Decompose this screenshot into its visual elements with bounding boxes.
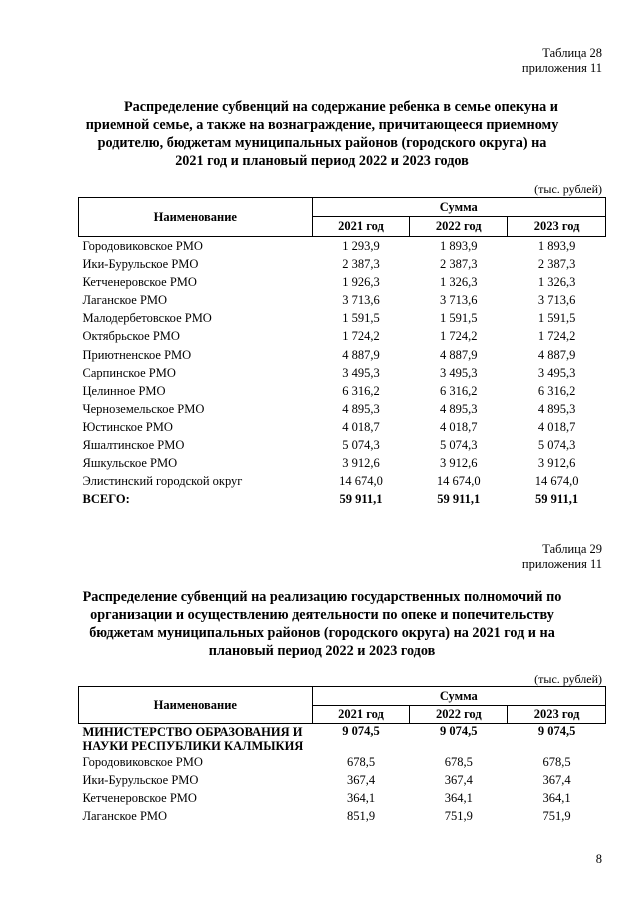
table-row bbox=[79, 807, 606, 825]
row-value: 2 387,3 bbox=[440, 257, 478, 272]
row-name: Ики-Бурульское РМО bbox=[82, 257, 199, 272]
row-value: 1 926,3 bbox=[342, 275, 380, 290]
row-value: 3 495,3 bbox=[440, 365, 478, 380]
table-row bbox=[79, 382, 606, 400]
row-value: 751,9 bbox=[542, 809, 571, 824]
table-28-reference bbox=[522, 46, 602, 76]
row-value: 5 074,3 bbox=[440, 438, 478, 453]
row-value: 4 018,7 bbox=[440, 419, 478, 434]
row-value: 5 074,3 bbox=[537, 438, 576, 453]
row-name: МИНИСТЕРСТВО ОБРАЗОВАНИЯ И НАУКИ РЕСПУБЛИКИ КАЛМЫКИЯ bbox=[82, 725, 304, 753]
row-name: Городовиковское РМО bbox=[82, 239, 203, 253]
row-value: 364,1 bbox=[346, 791, 376, 806]
row-value: 364,1 bbox=[542, 791, 571, 806]
row-value: 4 895,3 bbox=[537, 401, 576, 416]
table-29-header-year: 2021 год bbox=[312, 706, 410, 724]
row-value: 59 911,1 bbox=[339, 492, 383, 507]
table-28-header-year: 2022 год bbox=[410, 217, 508, 237]
table-row bbox=[79, 273, 606, 291]
table-row bbox=[79, 771, 606, 789]
row-value: 2 387,3 bbox=[342, 257, 380, 272]
row-value: 751,9 bbox=[444, 809, 473, 824]
table-29-title: Распределение субвенций на реализацию государственных полномочий по организации и осуществлению деятельности по опеке и попечительству бюджетам муниципальных районов (городского округа) на 2021 год и на плановый период 2022 и 2023 годов bbox=[82, 589, 562, 659]
table-row bbox=[79, 237, 606, 256]
row-name: Ики-Бурульское РМО bbox=[82, 773, 199, 788]
row-name: Черноземельское РМО bbox=[82, 401, 205, 416]
row-value: 1 724,2 bbox=[342, 329, 380, 344]
row-value: 4 887,9 bbox=[440, 347, 478, 362]
row-value: 1 293,9 bbox=[342, 239, 380, 253]
row-value: 3 713,6 bbox=[342, 293, 380, 308]
row-value: 3 495,3 bbox=[342, 365, 380, 380]
row-value: 364,1 bbox=[444, 791, 473, 806]
row-value: 2 387,3 bbox=[537, 257, 576, 272]
row-value: 6 316,2 bbox=[537, 383, 576, 398]
table-28-header-year: 2023 год bbox=[508, 217, 606, 237]
table-row bbox=[79, 436, 606, 454]
row-value: 678,5 bbox=[346, 755, 376, 769]
row-value: 1 326,3 bbox=[440, 275, 478, 290]
row-value: 3 912,6 bbox=[440, 456, 478, 471]
row-value: 4 887,9 bbox=[342, 347, 380, 362]
table-row bbox=[79, 789, 606, 807]
row-value: 3 912,6 bbox=[342, 456, 380, 471]
row-name: Городовиковское РМО bbox=[82, 755, 203, 769]
row-name: Кетченеровское РМО bbox=[82, 275, 197, 290]
row-value: 3 912,6 bbox=[537, 456, 576, 471]
row-value: 4 895,3 bbox=[342, 401, 380, 416]
table-29-units: (тыс. рублей) bbox=[534, 672, 602, 686]
row-value: 3 713,6 bbox=[440, 293, 478, 308]
row-value: 1 893,9 bbox=[440, 239, 478, 253]
row-value: 367,4 bbox=[346, 773, 376, 788]
table-row bbox=[79, 364, 606, 382]
row-value: 1 893,9 bbox=[537, 239, 576, 253]
row-value: 4 895,3 bbox=[440, 401, 478, 416]
ministry-row bbox=[79, 724, 606, 754]
row-value: 1 724,2 bbox=[537, 329, 576, 344]
row-value: 1 591,5 bbox=[537, 311, 576, 326]
table-29-header-year: 2022 год bbox=[410, 706, 508, 724]
row-value: 14 674,0 bbox=[339, 474, 383, 489]
row-name: Элистинский городской округ bbox=[82, 474, 243, 489]
row-value: 367,4 bbox=[542, 773, 571, 788]
row-value: 59 911,1 bbox=[437, 492, 481, 507]
row-value: 1 724,2 bbox=[440, 329, 478, 344]
table-28-header-year: 2021 год bbox=[312, 217, 410, 237]
row-value: 9 074,5 bbox=[440, 724, 478, 738]
row-value: 9 074,5 bbox=[537, 724, 576, 738]
row-value: 14 674,0 bbox=[436, 474, 481, 489]
row-value: 3 713,6 bbox=[537, 293, 576, 308]
row-name: Октябрьское РМО bbox=[82, 329, 180, 344]
table-row bbox=[79, 400, 606, 418]
row-name: Приютненское РМО bbox=[82, 347, 192, 362]
row-value: 1 591,5 bbox=[440, 311, 478, 326]
table-row bbox=[79, 346, 606, 364]
row-value: 678,5 bbox=[444, 755, 473, 769]
row-name: Юстинское РМО bbox=[82, 419, 173, 434]
row-name: Лаганское РМО bbox=[82, 809, 168, 824]
row-value: 3 495,3 bbox=[537, 365, 576, 380]
row-name: Сарпинское РМО bbox=[82, 365, 176, 380]
row-name: Лаганское РМО bbox=[82, 293, 168, 308]
row-value: 1 326,3 bbox=[537, 275, 576, 290]
table-row bbox=[79, 753, 606, 771]
row-name: Малодербетовское РМО bbox=[82, 311, 212, 326]
row-name: Яшкульское РМО bbox=[82, 456, 178, 471]
table-row bbox=[79, 309, 606, 327]
table-29-header-sum: Сумма bbox=[312, 687, 605, 706]
table-28-appendix: приложения 11 bbox=[521, 61, 602, 75]
table-29-header-name: Наименование bbox=[79, 687, 313, 724]
row-value: 4 887,9 bbox=[537, 347, 576, 362]
table-29-number: Таблица 29 bbox=[542, 542, 602, 556]
table-row bbox=[79, 472, 606, 490]
row-value: 5 074,3 bbox=[342, 438, 380, 453]
table-row bbox=[79, 418, 606, 436]
total-row bbox=[79, 490, 606, 508]
row-name: ВСЕГО: bbox=[82, 492, 130, 507]
table-28-units: (тыс. рублей) bbox=[534, 182, 602, 196]
row-name: Целинное РМО bbox=[82, 383, 166, 398]
row-value: 4 018,7 bbox=[342, 419, 380, 434]
row-value: 4 018,7 bbox=[537, 419, 576, 434]
table-29-body bbox=[79, 724, 606, 826]
row-value: 1 591,5 bbox=[342, 311, 380, 326]
row-name: Кетченеровское РМО bbox=[82, 791, 197, 806]
table-29 bbox=[78, 686, 606, 825]
row-value: 59 911,1 bbox=[535, 492, 579, 507]
table-29-header-year: 2023 год bbox=[508, 706, 606, 724]
table-29-appendix: приложения 11 bbox=[521, 557, 602, 571]
table-29-reference bbox=[522, 542, 602, 572]
row-value: 678,5 bbox=[542, 755, 571, 769]
table-28-number: Таблица 28 bbox=[542, 46, 602, 60]
row-name: Яшалтинское РМО bbox=[82, 438, 185, 453]
page-number: 8 bbox=[595, 852, 602, 866]
table-row bbox=[79, 255, 606, 273]
row-value: 851,9 bbox=[346, 809, 376, 824]
table-row bbox=[79, 327, 606, 345]
row-value: 9 074,5 bbox=[342, 724, 380, 738]
row-value: 367,4 bbox=[444, 773, 473, 788]
row-value: 6 316,2 bbox=[342, 383, 380, 398]
table-row bbox=[79, 454, 606, 472]
table-28-header-sum: Сумма bbox=[312, 198, 605, 217]
table-row bbox=[79, 291, 606, 309]
table-28 bbox=[78, 197, 606, 508]
row-value: 6 316,2 bbox=[440, 383, 478, 398]
table-28-header-name: Наименование bbox=[79, 198, 313, 237]
row-value: 14 674,0 bbox=[534, 474, 579, 489]
table-28-title: Распределение субвенций на содержание ребенка в семье опекуна и приемной семье, а также на вознаграждение, причитающееся приемному родителю, бюджетам муниципальных районов (городского округа) на 2021 год и плановый период 2022 и 2023 годов bbox=[85, 99, 559, 169]
table-28-body bbox=[79, 237, 606, 509]
